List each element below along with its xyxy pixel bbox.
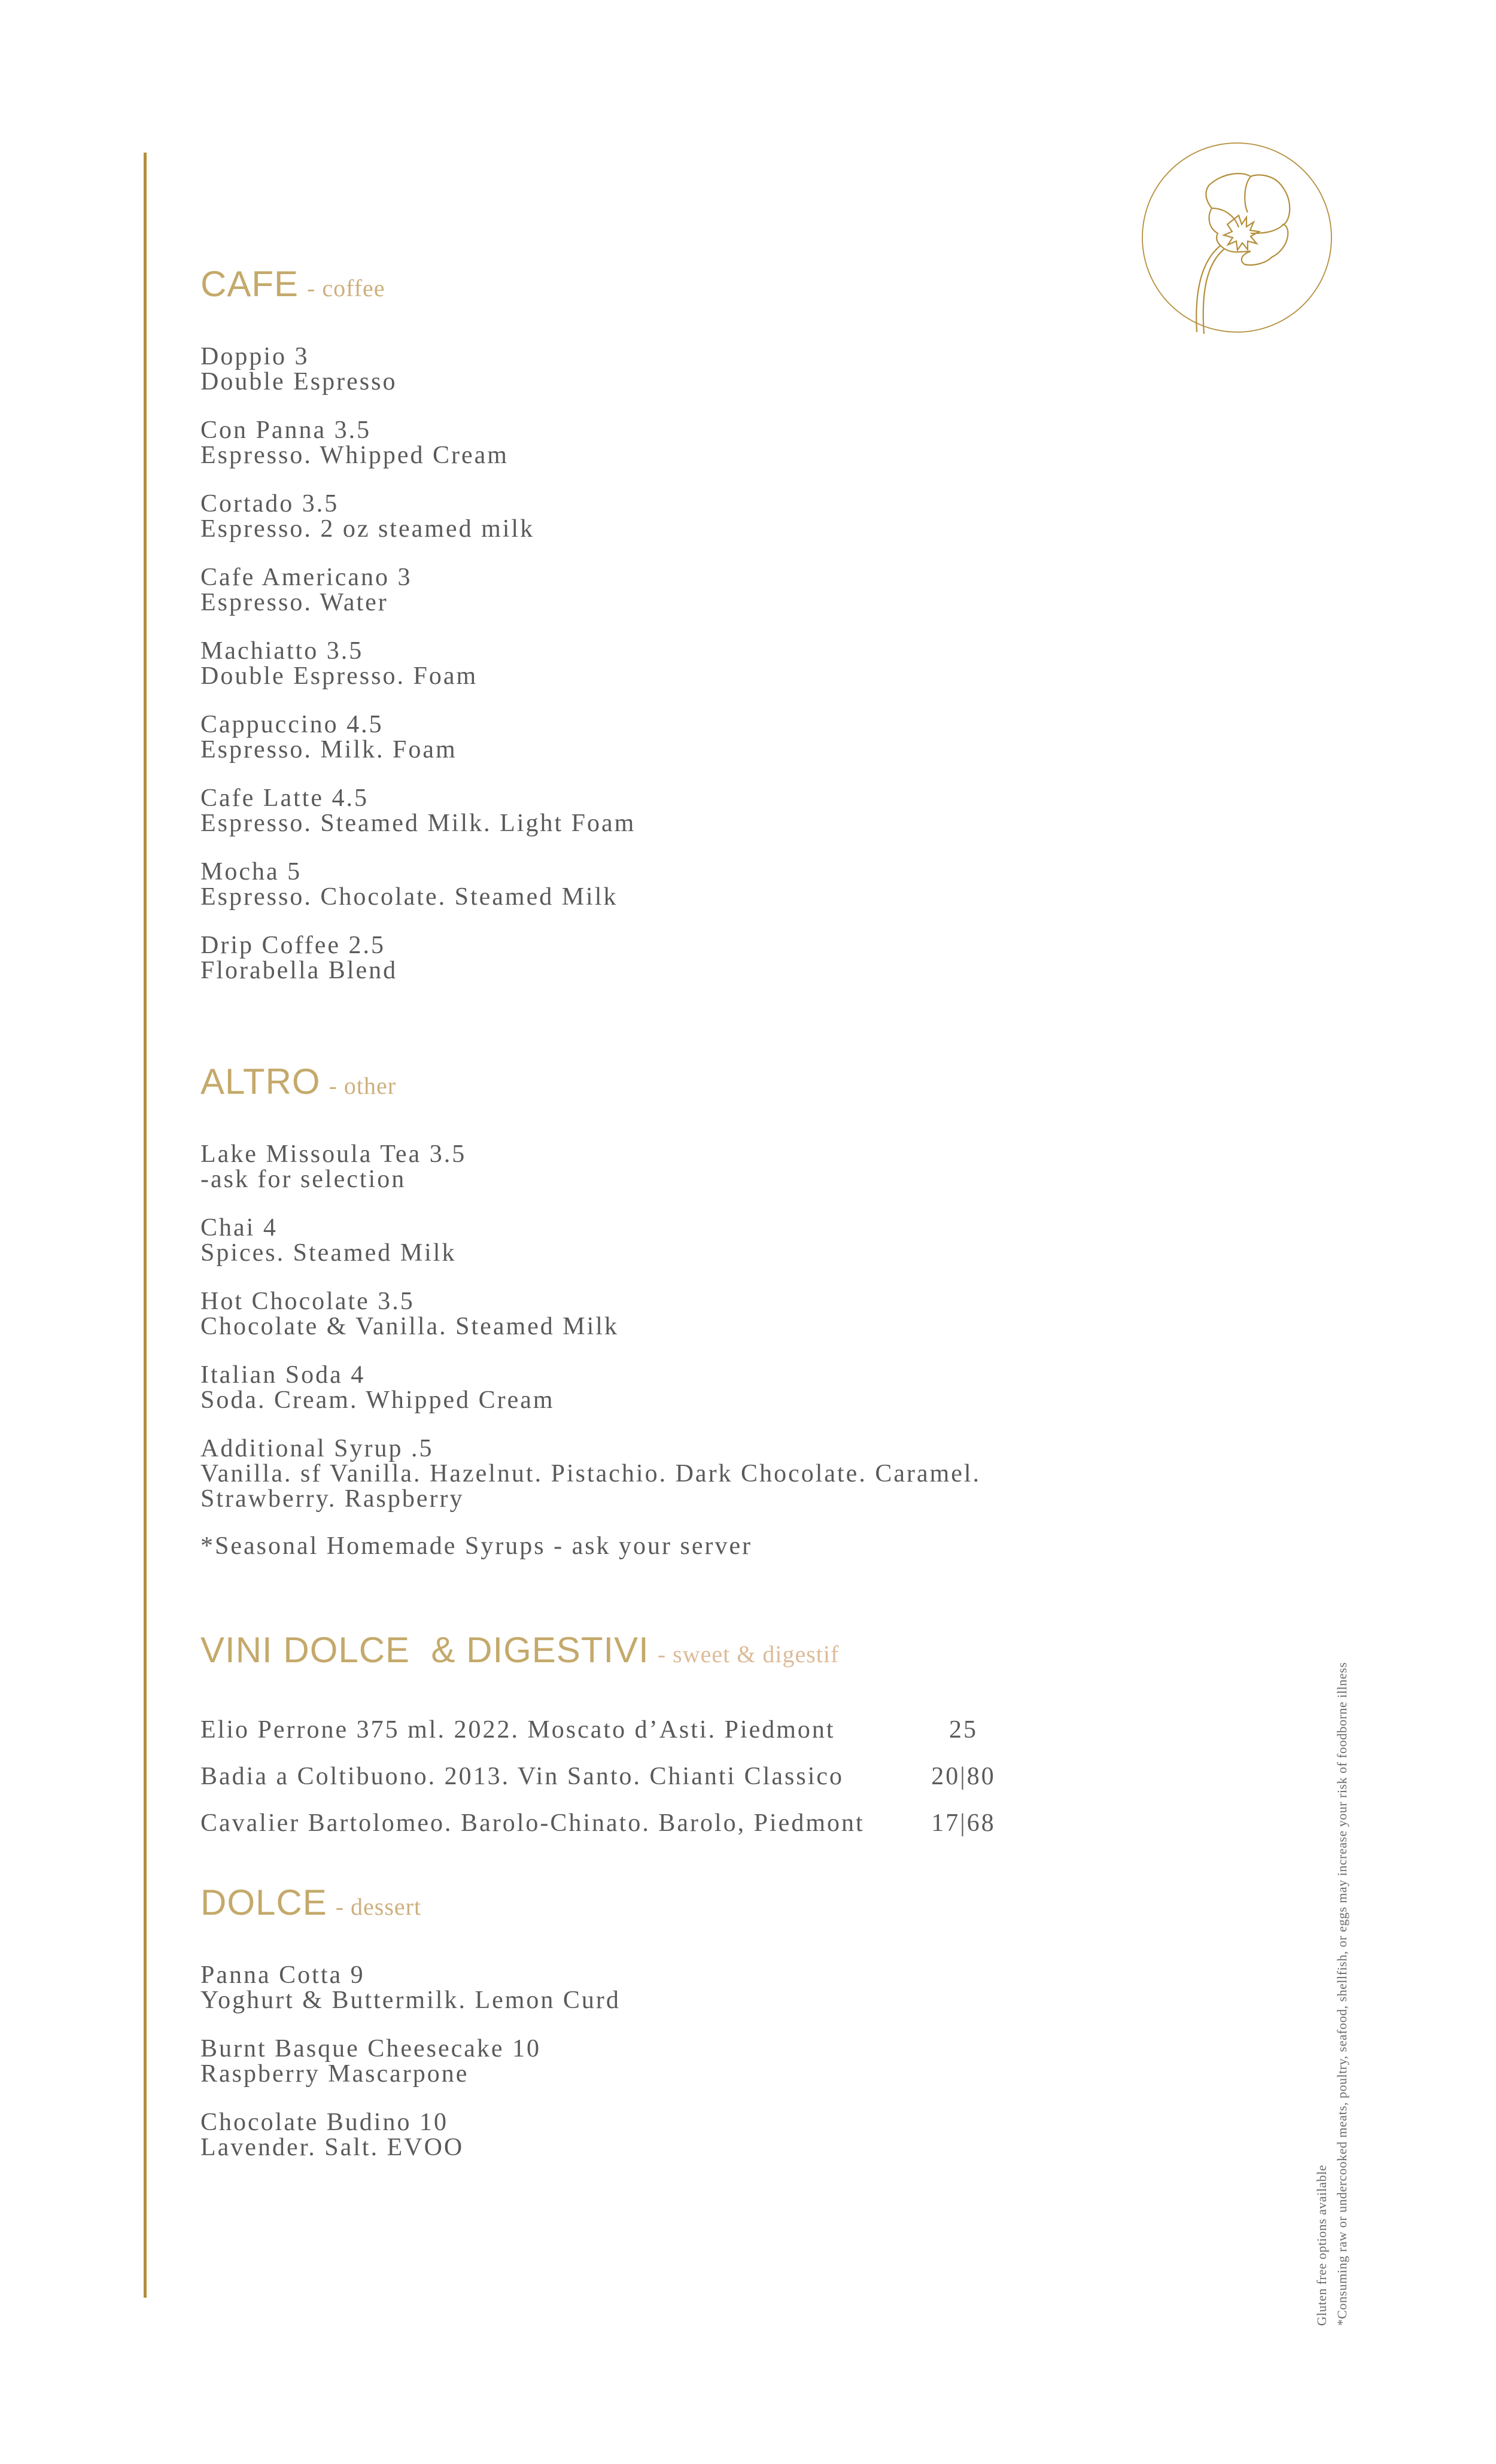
item-name-price: Doppio 3: [200, 343, 309, 370]
item-name-price: Lake Missoula Tea 3.5: [200, 1140, 467, 1168]
item-description: Raspberry Mascarpone: [200, 2060, 469, 2088]
item-description: Double Espresso. Foam: [200, 662, 478, 690]
vertical-accent-rule: [144, 153, 147, 2298]
section-dolce: [200, 1882, 621, 2183]
menu-item: [200, 638, 636, 689]
item-description: Espresso. Steamed Milk. Light Foam: [200, 810, 636, 837]
item-description: Espresso. Chocolate. Steamed Milk: [200, 883, 618, 911]
section-subtitle: - sweet & digestif: [657, 1641, 840, 1668]
wine-price: 20|80: [931, 1763, 996, 1790]
item-description: Vanilla. sf Vanilla. Hazelnut. Pistachio. Dark Chocolate. Caramel.: [200, 1460, 981, 1487]
item-name-price: Drip Coffee 2.5: [200, 932, 385, 959]
item-description: Espresso. Whipped Cream: [200, 442, 509, 469]
wine-price: 25: [949, 1716, 978, 1744]
item-name-price: Chocolate Budino 10: [200, 2109, 448, 2136]
section-heading: [200, 266, 636, 344]
wine-name: Badia a Coltibuono. 2013. Vin Santo. Chianti Classico: [200, 1763, 844, 1790]
menu-item: [200, 859, 636, 909]
item-name-price: Italian Soda 4: [200, 1361, 366, 1389]
item-description: Espresso. 2 oz steamed milk: [200, 515, 535, 543]
item-name-price: Mocha 5: [200, 858, 302, 886]
item-name-price: Burnt Basque Cheesecake 10: [200, 2035, 542, 2063]
wine-row: [200, 1717, 1005, 1764]
menu-item: [200, 491, 636, 542]
menu-list: [200, 1963, 621, 2160]
wine-name: Elio Perrone 375 ml. 2022. Moscato d’Asti. Piedmont: [200, 1716, 835, 1744]
footer-disclaimer: [1312, 1662, 1352, 2326]
item-name-price: Con Panna 3.5: [200, 416, 372, 444]
gluten-free-note: Gluten free options available: [1314, 2164, 1329, 2326]
menu-item: [200, 933, 636, 983]
item-description: -ask for selection: [200, 1166, 406, 1193]
section-title: VINI DOLCE & DIGESTIVI: [200, 1630, 649, 1670]
section-subtitle: - coffee: [307, 275, 385, 302]
menu-item: [200, 1289, 981, 1339]
menu-list: [200, 344, 636, 983]
menu-item: [200, 1215, 981, 1266]
menu-item: [200, 1142, 981, 1192]
menu-item: [200, 344, 636, 394]
section-heading: [200, 1061, 981, 1142]
section-title: ALTRO: [200, 1061, 321, 1102]
section-subtitle: - dessert: [335, 1893, 422, 1920]
syrup-note: *Seasonal Homemade Syrups - ask your server: [200, 1532, 753, 1560]
item-description: Soda. Cream. Whipped Cream: [200, 1386, 555, 1414]
item-name-price: Cortado 3.5: [200, 490, 339, 518]
item-description: Espresso. Water: [200, 589, 388, 616]
section-vini: [200, 1632, 1005, 1857]
section-subtitle: - other: [329, 1072, 397, 1099]
item-description: Yoghurt & Buttermilk. Lemon Curd: [200, 1987, 621, 2014]
menu-item: [200, 712, 636, 762]
section-cafe: [200, 266, 636, 1006]
wine-name: Cavalier Bartolomeo. Barolo-Chinato. Barolo, Piedmont: [200, 1809, 865, 1837]
menu-item: [200, 786, 636, 836]
item-name-price: Additional Syrup .5: [200, 1435, 434, 1462]
menu-item: [200, 1436, 981, 1511]
wine-row: [200, 1811, 1005, 1857]
menu-item: [200, 565, 636, 615]
menu-item: [200, 1362, 981, 1413]
item-description: Florabella Blend: [200, 957, 398, 984]
menu-item: [200, 1963, 621, 2013]
item-description: Lavender. Salt. EVOO: [200, 2134, 464, 2161]
wine-list: [200, 1717, 1005, 1857]
item-description: Double Espresso: [200, 368, 397, 396]
item-name-price: Chai 4: [200, 1214, 278, 1242]
item-description: Spices. Steamed Milk: [200, 1239, 457, 1267]
item-name-price: Cafe Americano 3: [200, 564, 412, 591]
item-description: Strawberry. Raspberry: [200, 1485, 464, 1513]
section-heading: [200, 1632, 1005, 1717]
section-title: DOLCE: [200, 1882, 327, 1922]
item-description: Espresso. Milk. Foam: [200, 736, 457, 763]
menu-item: [200, 418, 636, 468]
section-title: CAFE: [200, 264, 299, 304]
section-altro: [200, 1061, 981, 1560]
item-name-price: Cafe Latte 4.5: [200, 784, 369, 812]
menu-list: [200, 1142, 981, 1511]
poppy-logo-icon: [1137, 138, 1337, 337]
item-name-price: Panna Cotta 9: [200, 1961, 365, 1989]
menu-item: [200, 2110, 621, 2160]
wine-price: 17|68: [931, 1809, 996, 1837]
item-name-price: Machiatto 3.5: [200, 637, 364, 665]
item-name-price: Hot Chocolate 3.5: [200, 1288, 415, 1315]
item-name-price: Cappuccino 4.5: [200, 711, 384, 738]
section-heading: [200, 1882, 621, 1963]
menu-item: [200, 2036, 621, 2086]
wine-row: [200, 1764, 1005, 1811]
item-description: Chocolate & Vanilla. Steamed Milk: [200, 1313, 619, 1340]
foodborne-illness-warning: *Consuming raw or undercooked meats, poultry, seafood, shellfish, or eggs may increase your risk of foodborne illness: [1334, 1662, 1349, 2326]
